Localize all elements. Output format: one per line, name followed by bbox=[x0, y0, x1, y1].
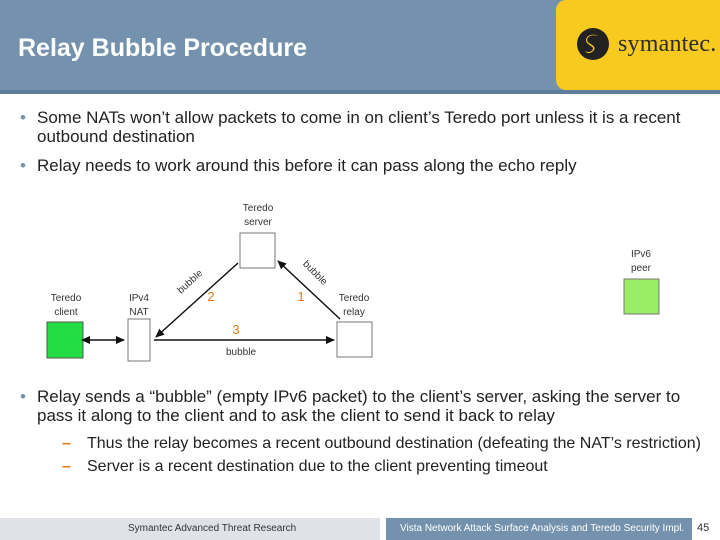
ipv4-nat-label-2: NAT bbox=[129, 307, 149, 318]
bubble-label-3: bubble bbox=[225, 347, 257, 358]
logo-wordmark: symantec. bbox=[618, 31, 717, 57]
bubble-label-1: bubble bbox=[300, 258, 330, 288]
symantec-logo bbox=[556, 0, 720, 90]
top-bullet-list bbox=[20, 108, 700, 185]
sub-bullet-text: Thus the relay becomes a recent outbound destination (defeating the NAT’s restriction) bbox=[87, 435, 701, 452]
bullet-item bbox=[20, 156, 700, 175]
footer-right-text: Vista Network Attack Surface Analysis and Teredo Security Impl. bbox=[400, 523, 685, 534]
bullet-marker: • bbox=[20, 108, 26, 127]
teredo-server-label-2: server bbox=[244, 217, 272, 228]
ipv4-nat-label-1: IPv4 bbox=[128, 293, 150, 304]
teredo-relay-label-1: Teredo bbox=[338, 293, 370, 304]
bullet-marker: • bbox=[20, 156, 26, 175]
sub-bullet-marker: – bbox=[62, 435, 71, 452]
sub-bullet-item bbox=[57, 435, 710, 452]
bullet-item bbox=[20, 387, 710, 475]
sub-bullet-item bbox=[57, 458, 710, 475]
ipv6-peer-label-2: peer bbox=[630, 263, 652, 274]
teredo-relay-label-2: relay bbox=[343, 307, 365, 318]
teredo-relay-node bbox=[337, 322, 372, 357]
slide-footer bbox=[0, 518, 720, 540]
ipv6-peer-label-1: IPv6 bbox=[630, 249, 652, 260]
bullet-item bbox=[20, 108, 700, 146]
ipv6-peer-node bbox=[624, 279, 659, 314]
header-divider bbox=[0, 90, 720, 94]
sub-bullet-marker: – bbox=[62, 458, 71, 475]
symantec-logo-icon bbox=[576, 27, 610, 61]
bottom-bullet-list bbox=[20, 387, 710, 481]
footer-left-panel bbox=[0, 518, 380, 540]
slide-title: Relay Bubble Procedure bbox=[18, 34, 307, 62]
bullet-marker: • bbox=[20, 387, 26, 406]
bubble-label-2: bubble bbox=[175, 268, 206, 297]
teredo-client-label-1: Teredo bbox=[50, 293, 82, 304]
bullet-text: Some NATs won’t allow packets to come in on client’s Teredo port unless it is a recent outbound destination bbox=[37, 108, 681, 146]
relay-bubble-diagram bbox=[30, 195, 690, 370]
teredo-client-label-2: client bbox=[54, 307, 78, 318]
ipv4-nat-node bbox=[128, 319, 150, 361]
teredo-server-node bbox=[240, 233, 275, 268]
bullet-text: Relay sends a “bubble” (empty IPv6 packet) to the client’s server, asking the server to pass it along to the client and to ask the client to send it back to relay bbox=[37, 387, 681, 425]
sub-bullet-text: Server is a recent destination due to the client preventing timeout bbox=[87, 458, 548, 475]
teredo-server-label-1: Teredo bbox=[242, 203, 274, 214]
step-1-label: 1 bbox=[297, 289, 305, 304]
bullet-text: Relay needs to work around this before it can pass along the echo reply bbox=[37, 156, 577, 175]
footer-right-panel bbox=[386, 518, 692, 540]
footer-left-text: Symantec Advanced Threat Research bbox=[128, 523, 297, 534]
page-number: 45 bbox=[697, 522, 710, 534]
step-3-label: 3 bbox=[232, 322, 240, 337]
teredo-client-node bbox=[47, 322, 83, 358]
step-2-label: 2 bbox=[207, 289, 215, 304]
sub-bullet-list bbox=[37, 435, 710, 475]
